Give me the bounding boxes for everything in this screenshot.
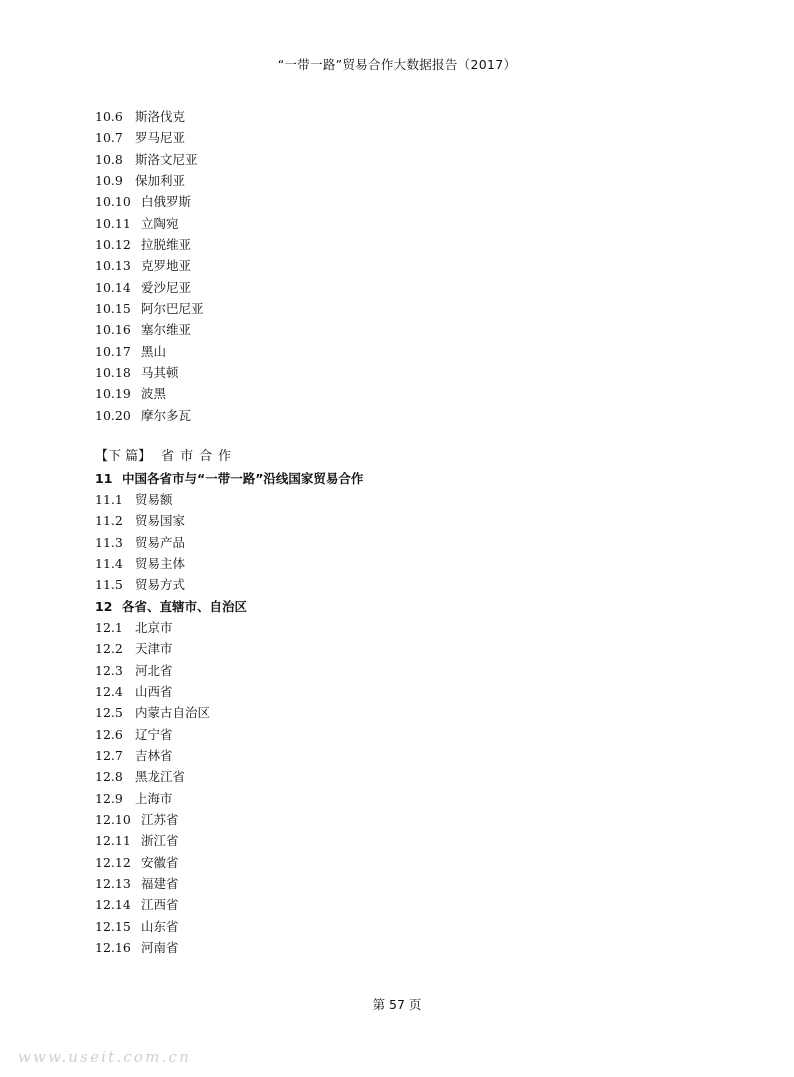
- toc-group-chapter-11: [95, 489, 695, 596]
- toc-entry-number: 11.4: [95, 555, 123, 571]
- toc-entry: [95, 341, 695, 362]
- toc-entry-title: 波黑: [141, 386, 167, 402]
- toc-entry: [95, 213, 695, 234]
- toc-entry-title: 吉林省: [135, 747, 173, 763]
- toc-entry-title: 贸易产品: [135, 534, 186, 550]
- toc-entry: [95, 191, 695, 212]
- toc-entry-title: 福建省: [141, 876, 179, 892]
- toc-entry-number: 11.3: [95, 534, 123, 550]
- toc-entry-title: 河南省: [141, 940, 179, 956]
- toc-entry: [95, 574, 695, 595]
- toc-entry-title: 黑龙江省: [135, 769, 186, 785]
- toc-entry: [95, 873, 695, 894]
- watermark-text: www.useit.com.cn: [18, 1048, 192, 1066]
- chapter-heading-11: [95, 468, 695, 489]
- toc-entry: [95, 638, 695, 659]
- toc-entry: [95, 894, 695, 915]
- toc-entry-number: 12.9: [95, 790, 123, 806]
- toc-entry-number: 12.16: [95, 940, 131, 956]
- toc-entry-number: 12.12: [95, 854, 131, 870]
- toc-entry-number: 12.15: [95, 918, 131, 934]
- toc-entry-number: 10.20: [95, 407, 131, 423]
- section-gap: [95, 426, 695, 446]
- toc-group-chapter-12: [95, 617, 695, 959]
- toc-entry: [95, 681, 695, 702]
- part-title: 省市合作: [161, 449, 238, 465]
- toc-entry: [95, 319, 695, 340]
- toc-entry-title: 江苏省: [141, 812, 179, 827]
- toc-entry-title: 白俄罗斯: [141, 194, 192, 210]
- toc-entry: [95, 553, 695, 574]
- toc-entry: [95, 745, 695, 766]
- chapter-number: 12: [95, 598, 113, 614]
- toc-entry-number: 12.1: [95, 619, 123, 635]
- table-of-contents: [95, 106, 695, 958]
- chapter-heading-12: [95, 596, 695, 617]
- toc-entry: [95, 234, 695, 255]
- toc-entry-number: 10.12: [95, 237, 131, 253]
- chapter-title: 中国各省市与“一带一路”沿线国家贸易合作: [122, 470, 364, 486]
- toc-entry-number: 10.7: [95, 130, 123, 146]
- toc-entry-number: 10.19: [95, 386, 131, 402]
- part-label: 【下 篇】: [95, 449, 152, 465]
- toc-entry-number: 11.2: [95, 513, 123, 529]
- toc-entry-title: 贸易国家: [135, 513, 186, 529]
- toc-entry-title: 塞尔维亚: [141, 322, 192, 338]
- toc-entry-title: 拉脱维亚: [141, 237, 192, 253]
- toc-entry-title: 克罗地亚: [141, 258, 192, 274]
- toc-entry-title: 上海市: [135, 790, 173, 806]
- toc-entry-number: 12.14: [95, 897, 131, 913]
- toc-entry-number: 11.1: [95, 491, 123, 507]
- toc-entry-number: 10.15: [95, 301, 131, 317]
- toc-entry: [95, 937, 695, 958]
- toc-entry-title: 辽宁省: [135, 726, 173, 742]
- toc-entry-title: 山东省: [141, 918, 179, 934]
- toc-entry-number: 10.11: [95, 215, 131, 231]
- toc-entry: [95, 916, 695, 937]
- toc-entry-title: 安徽省: [141, 854, 179, 870]
- toc-entry: [95, 766, 695, 787]
- toc-entry: [95, 510, 695, 531]
- chapter-title: 各省、直辖市、自治区: [122, 598, 248, 614]
- toc-entry-number: 12.3: [95, 662, 123, 678]
- toc-entry: [95, 362, 695, 383]
- toc-entry: [95, 170, 695, 191]
- toc-entry-number: 12.8: [95, 769, 123, 785]
- toc-entry-number: 10.17: [95, 343, 131, 359]
- toc-entry-title: 江西省: [141, 897, 179, 913]
- toc-entry: [95, 298, 695, 319]
- toc-entry: [95, 489, 695, 510]
- toc-entry: [95, 532, 695, 553]
- toc-entry-title: 保加利亚: [135, 173, 186, 189]
- toc-entry: [95, 149, 695, 170]
- toc-entry: [95, 809, 695, 830]
- part-heading: [95, 446, 695, 467]
- toc-entry-title: 摩尔多瓦: [141, 407, 192, 423]
- toc-entry-title: 河北省: [135, 662, 173, 678]
- toc-entry-number: 10.14: [95, 279, 131, 295]
- toc-entry: [95, 617, 695, 638]
- toc-entry-number: 12.7: [95, 747, 123, 763]
- toc-entry-number: 12.13: [95, 876, 131, 892]
- toc-entry-title: 贸易方式: [135, 577, 186, 593]
- toc-entry-title: 斯洛伐克: [135, 109, 186, 124]
- toc-entry: [95, 830, 695, 851]
- toc-entry-title: 内蒙古自治区: [135, 705, 211, 721]
- toc-entry-number: 10.13: [95, 258, 131, 274]
- toc-entry-number: 10.18: [95, 365, 131, 381]
- toc-entry: [95, 277, 695, 298]
- toc-entry: [95, 106, 695, 127]
- toc-entry-number: 12.6: [95, 726, 123, 742]
- page-number: 第 57 页: [372, 997, 422, 1012]
- toc-entry-number: 12.11: [95, 833, 131, 849]
- toc-entry: [95, 405, 695, 426]
- toc-entry-number: 10.16: [95, 322, 131, 338]
- toc-group-chapter-10: [95, 106, 695, 426]
- toc-entry-number: 10.9: [95, 173, 123, 189]
- toc-entry: [95, 702, 695, 723]
- toc-entry-title: 天津市: [135, 641, 173, 657]
- toc-entry: [95, 255, 695, 276]
- chapter-number: 11: [95, 470, 113, 486]
- toc-entry-title: 斯洛文尼亚: [135, 151, 198, 167]
- toc-entry-title: 山西省: [135, 683, 173, 699]
- toc-entry: [95, 788, 695, 809]
- toc-entry: [95, 852, 695, 873]
- toc-entry: [95, 127, 695, 148]
- toc-entry-number: 12.2: [95, 641, 123, 657]
- toc-entry-number: 12.10: [95, 812, 131, 827]
- toc-entry: [95, 383, 695, 404]
- toc-entry-title: 贸易主体: [135, 555, 186, 571]
- toc-entry-title: 爱沙尼亚: [141, 279, 192, 295]
- toc-entry-title: 立陶宛: [141, 215, 179, 231]
- toc-entry-title: 浙江省: [141, 833, 179, 849]
- toc-entry-number: 10.6: [95, 109, 123, 124]
- toc-entry-number: 11.5: [95, 577, 123, 593]
- toc-entry-title: 北京市: [135, 619, 173, 635]
- toc-entry-number: 12.4: [95, 683, 123, 699]
- toc-entry-number: 12.5: [95, 705, 123, 721]
- page-header: “一带一路”贸易合作大数据报告（2017）: [277, 57, 517, 72]
- toc-entry: [95, 660, 695, 681]
- toc-entry-title: 马其顿: [141, 365, 179, 381]
- toc-entry-title: 黑山: [141, 343, 167, 359]
- toc-entry-title: 贸易额: [135, 491, 173, 507]
- toc-entry: [95, 724, 695, 745]
- toc-entry-number: 10.8: [95, 151, 123, 167]
- toc-entry-number: 10.10: [95, 194, 131, 210]
- toc-entry-title: 阿尔巴尼亚: [141, 301, 204, 317]
- toc-entry-title: 罗马尼亚: [135, 130, 186, 146]
